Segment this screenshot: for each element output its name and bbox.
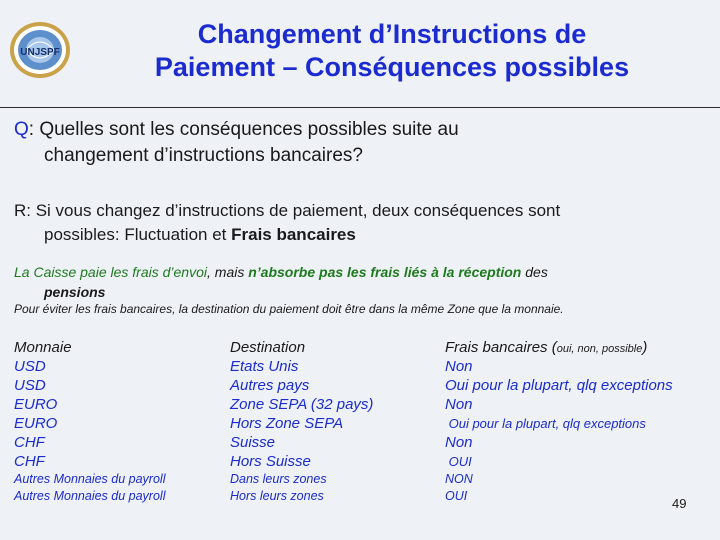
question-line-2: changement d’instructions bancaires? bbox=[44, 145, 363, 166]
fees-header bbox=[445, 338, 673, 357]
note-part-3: n’absorbe pas les frais liés à la réception bbox=[248, 264, 522, 280]
fees-cell: Non bbox=[445, 396, 473, 413]
answer-line-2-prefix: possibles: Fluctuation et bbox=[44, 225, 232, 244]
answer-bold-term: Frais bancaires bbox=[231, 225, 356, 244]
currency-cell: Autres Monnaies du payroll bbox=[14, 489, 166, 503]
fees-cell: NON bbox=[445, 472, 473, 486]
slide-title bbox=[92, 18, 692, 84]
currency-cell: CHF bbox=[14, 453, 45, 470]
currency-cell: USD bbox=[14, 358, 46, 375]
fees-cell: OUI bbox=[445, 489, 468, 503]
currency-cell: CHF bbox=[14, 434, 45, 451]
destination-header: Destination bbox=[230, 339, 306, 356]
destination-cell: Etats Unis bbox=[230, 358, 299, 375]
answer bbox=[14, 199, 694, 247]
destination-column bbox=[230, 338, 373, 505]
destination-cell: Autres pays bbox=[230, 377, 310, 394]
fees-note bbox=[14, 262, 704, 302]
question bbox=[14, 117, 674, 169]
fees-cell: Non bbox=[445, 434, 473, 451]
fees-cell: Non bbox=[445, 358, 473, 375]
title-divider bbox=[0, 107, 720, 108]
unjspf-logo bbox=[8, 20, 72, 80]
fees-header-text: Frais bancaires ( bbox=[445, 339, 557, 356]
question-line-1: : Quelles sont les conséquences possibles suite au bbox=[28, 119, 459, 140]
fees-cell: OUI bbox=[445, 454, 472, 469]
destination-cell: Zone SEPA (32 pays) bbox=[230, 396, 374, 413]
destination-cell: Dans leurs zones bbox=[230, 472, 327, 486]
title-line-2: Paiement – Conséquences possibles bbox=[154, 52, 630, 82]
answer-line-2 bbox=[14, 223, 694, 247]
currency-cell: EURO bbox=[14, 415, 58, 432]
page-number: 49 bbox=[672, 496, 687, 511]
note-part-4: des bbox=[521, 264, 548, 280]
fees-header-options: oui, non, possible bbox=[556, 343, 643, 355]
destination-cell: Hors Zone SEPA bbox=[230, 415, 344, 432]
fees-column bbox=[445, 338, 673, 505]
destination-cell: Hors Suisse bbox=[230, 453, 311, 470]
currency-cell: Autres Monnaies du payroll bbox=[14, 472, 166, 486]
svg-text:UNJSPF: UNJSPF bbox=[20, 47, 60, 58]
currency-column bbox=[14, 338, 165, 505]
fees-cell: Oui pour la plupart, qlq exceptions bbox=[445, 416, 646, 431]
fees-header-close: ) bbox=[642, 339, 648, 356]
fees-cell: Oui pour la plupart, qlq exceptions bbox=[445, 377, 673, 394]
currency-cell: EURO bbox=[14, 396, 58, 413]
note-part-1: La Caisse paie les frais d’envoi bbox=[14, 264, 207, 280]
answer-line-1: R: Si vous changez d’instructions de paiement, deux conséquences sont bbox=[14, 201, 561, 220]
currency-header: Monnaie bbox=[14, 339, 72, 356]
question-label: Q bbox=[14, 119, 29, 140]
tip-text: Pour éviter les frais bancaires, la destination du paiement doit être dans la même Zone que la monnaie. bbox=[14, 302, 564, 316]
note-line-2: pensions bbox=[44, 284, 106, 300]
note-part-2: , mais bbox=[207, 264, 249, 280]
currency-cell: USD bbox=[14, 377, 46, 394]
title-line-1: Changement d’Instructions de bbox=[197, 19, 587, 49]
destination-cell: Hors leurs zones bbox=[230, 489, 324, 503]
destination-cell: Suisse bbox=[230, 434, 276, 451]
